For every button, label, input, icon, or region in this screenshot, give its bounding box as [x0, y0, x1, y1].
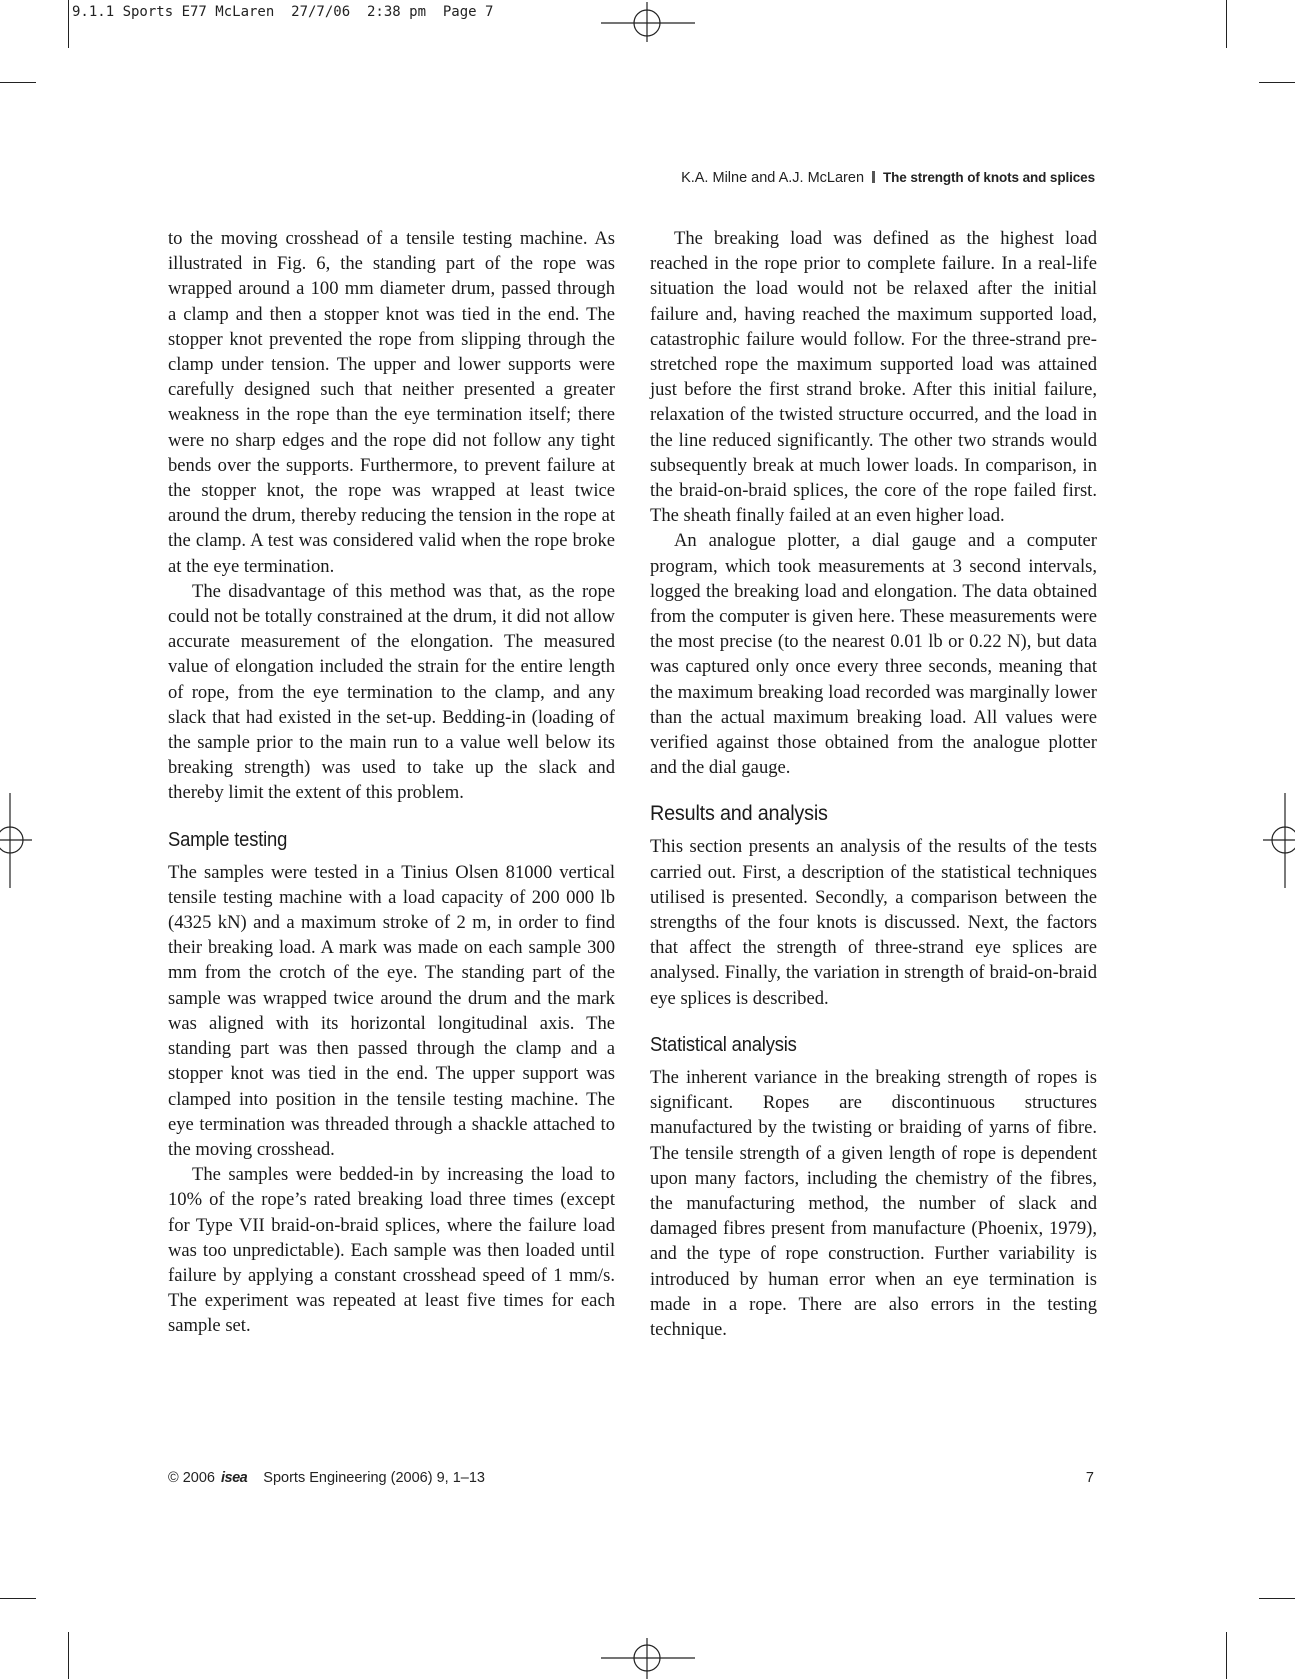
- body-paragraph: The disadvantage of this method was that, as the rope could not be totally constrained at the drum, it did not allow accurate measurement of the elongation. The measured value of elongation included the strain for the entire length of rope, from the eye termination to the clamp, and any slack that had existed in the set-up. Bedding-in (loading of the sample prior to the main run to a value well below its breaking strength) was used to take up the slack and thereby limit the extent of this problem.: [168, 580, 615, 804]
- registration-mark-left: [0, 793, 36, 889]
- body-paragraph: The breaking load was defined as the highest load reached in the rope prior to complete failure. In a real-life situation the load would not be relaxed after the initial failure and, having reached the maximum supported load, catastrophic failure would follow. For the three-strand pre-stretched rope the maximum supported load was attained just before the first strand broke. After this initial failure, relaxation of the twisted structure occurred, and the load in the line reduced significantly. The other two strands would subsequently break at much lower loads. In comparison, in the braid-on-braid splices, the core of the rope failed first. The sheath finally failed at an even higher load.: [650, 228, 1097, 527]
- page-number: 7: [1085, 1470, 1094, 1486]
- left-column: [168, 226, 615, 1339]
- registration-mark-right: [1259, 793, 1295, 889]
- section-heading-statistical-analysis: Statistical analysis: [650, 1033, 797, 1056]
- running-head-authors: K.A. Milne and A.J. McLaren: [681, 170, 865, 186]
- footer-copyright: © 2006: [168, 1470, 215, 1486]
- section-heading-sample-testing: Sample testing: [168, 828, 288, 851]
- running-head: [681, 170, 1095, 186]
- body-paragraph: The samples were tested in a Tinius Olsen 81000 vertical tensile testing machine with a load capacity of 200 000 lb (4325 kN) and a maximum stroke of 2 m, in order to find their breaking load. A mark was made on each sample 300 mm from the crotch of the eye. The standing part of the sample was wrapped twice around the drum and the mark was aligned with its horizontal longitudinal axis. The standing part was then passed through the clamp and a stopper knot was tied in the end. The upper support was clamped into position in the tensile testing machine. The eye termination was threaded through a shackle attached to the moving crosshead.: [168, 861, 615, 1160]
- footer-journal: Sports Engineering (2006) 9, 1–13: [263, 1470, 485, 1486]
- body-paragraph: An analogue plotter, a dial gauge and a computer program, which took measurements at 3 second intervals, logged the breaking load and elongation. The data obtained from the computer is given here. These measurements were the most precise (to the nearest 0.01 lb or 0.22 N), but data was captured only once every three seconds, meaning that the maximum breaking load recorded was marginally lower than the actual maximum breaking load. All values were verified against those obtained from the analogue plotter and the dial gauge.: [650, 530, 1097, 779]
- running-head-title: The strength of knots and splices: [883, 170, 1095, 185]
- page-footer: [168, 1470, 1094, 1486]
- isea-logo: isea: [221, 1470, 248, 1486]
- running-head-separator: [872, 171, 875, 183]
- body-paragraph: The inherent variance in the breaking strength of ropes is significant. Ropes are discontinuous structures manufactured by the twisting or braiding of yarns of fibre. The tensile strength of a given length of rope is dependent upon many factors, including the chemistry of the fibres, the manufacturing method, the number of slack and damaged fibres present from manufacture (Phoenix, 1979), and the type of rope construction. Further variability is introduced by human error when an eye termination is made in a rope. There are also errors in the testing technique.: [650, 1066, 1097, 1340]
- section-heading-results: Results and analysis: [650, 801, 828, 826]
- registration-mark-bottom: [600, 1634, 696, 1679]
- right-column: [650, 226, 1097, 1342]
- body-paragraph: to the moving crosshead of a tensile testing machine. As illustrated in Fig. 6, the standing part of the rope was wrapped around a 100 mm diameter drum, passed through a clamp and then a stopper knot was tied in the end. The stopper knot prevented the rope from slipping through the clamp under tension. The upper and lower supports were carefully designed such that neither presented a greater weakness in the rope than the eye termination itself; there were no sharp edges and the rope did not follow any tight bends over the supports. Furthermore, to prevent failure at the stopper knot, the rope was wrapped at least twice around the drum, thereby reducing the tension in the rope at the clamp. A test was considered valid when the rope broke at the eye termination.: [168, 228, 615, 577]
- body-paragraph: The samples were bedded-in by increasing the load to 10% of the rope’s rated breaking load three times (except for Type VII braid-on-braid splices, where the failure load was too unpredictable). Each sample was then loaded until failure by applying a constant crosshead speed of 1 mm/s. The experiment was repeated at least five times for each sample set.: [168, 1164, 615, 1337]
- registration-mark-top: [600, 2, 696, 46]
- print-slug: 9.1.1 Sports E77 McLaren 27/7/06 2:38 pm Page 7: [72, 4, 494, 20]
- body-paragraph: This section presents an analysis of the results of the tests carried out. First, a description of the statistical techniques utilised is presented. Secondly, a comparison between the strengths of the four knots is discussed. Next, the factors that affect the strength of three-strand eye splices are analysed. Finally, the variation in strength of braid-on-braid eye splices is described.: [650, 836, 1097, 1009]
